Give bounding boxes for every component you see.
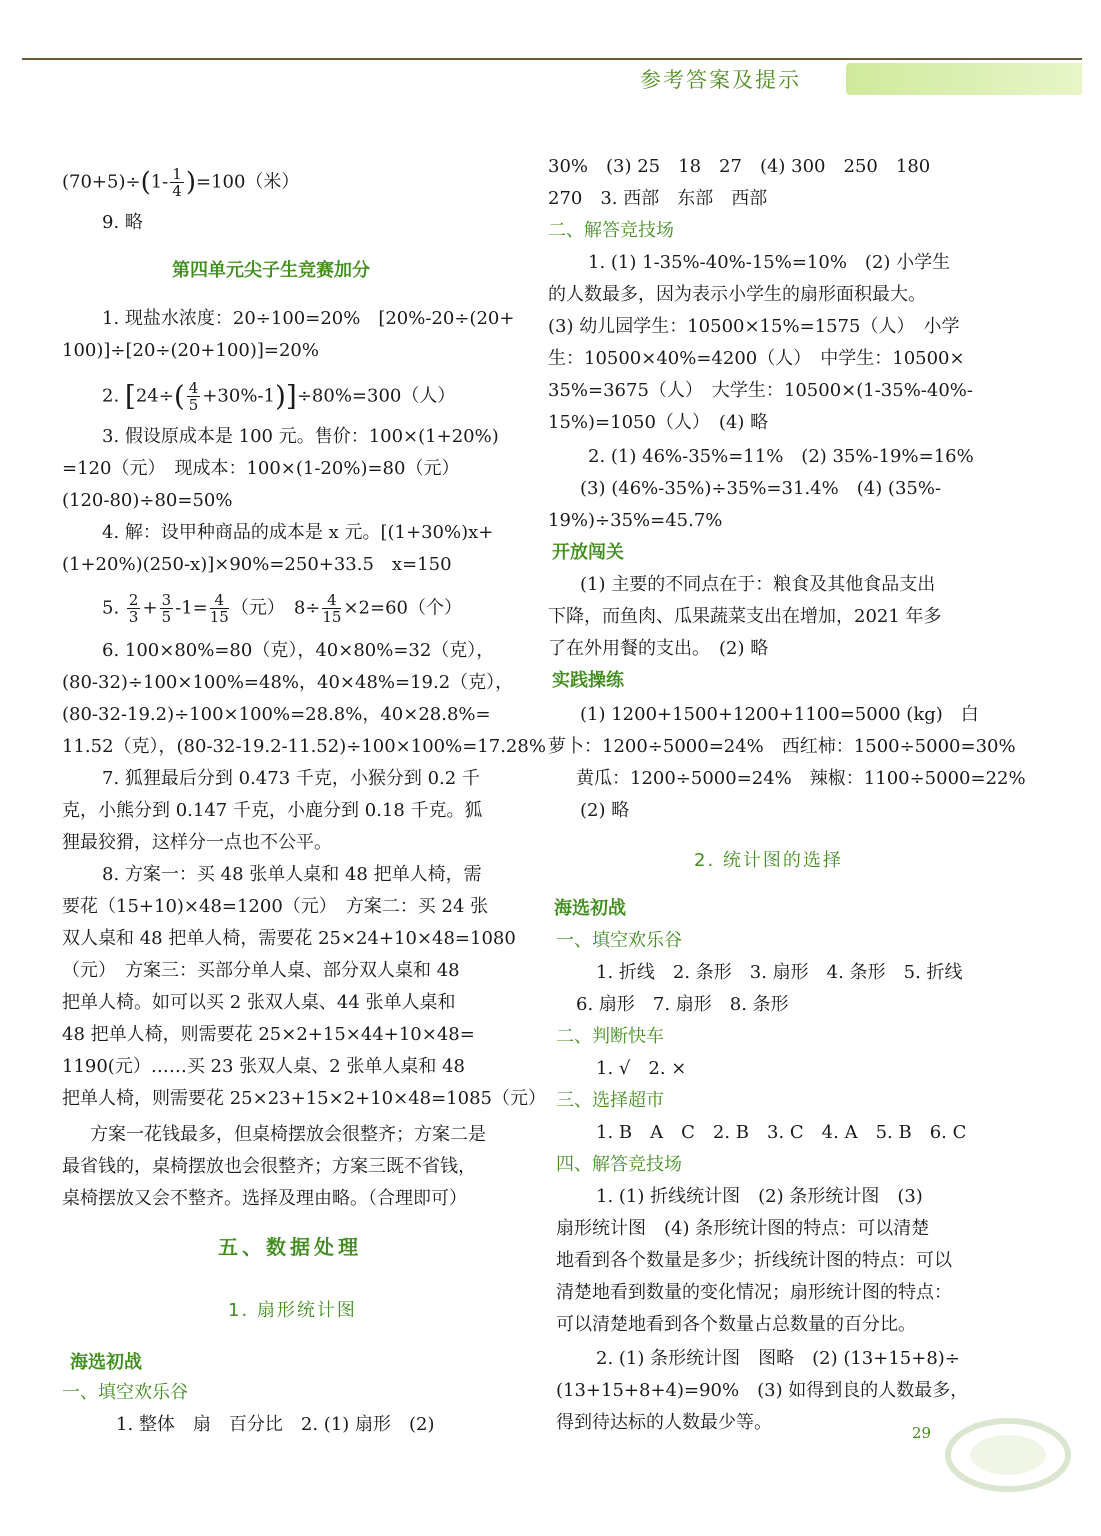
right-line-25: 1. 折线 2. 条形 3. 扇形 4. 条形 5. 折线 xyxy=(596,962,963,983)
q6-line-d: 11.52（克），(80-32-19.2-11.52)÷100×100%=17.28% xyxy=(62,736,546,757)
q8-line-c: 双人桌和 48 把单人椅，需要花 25×24+10×48=1080 xyxy=(62,928,516,949)
header-tab xyxy=(846,63,1082,95)
right-line-2: 270 3. 西部 东部 西部 xyxy=(548,188,768,209)
q8-line-d: （元） 方案三：买部分单人桌、部分双人桌和 48 xyxy=(62,960,460,981)
q1-line-b: 100)]÷[20÷(20+100)]=20% xyxy=(62,340,319,361)
watermark-logo-icon xyxy=(930,1405,1085,1515)
q8-line-j: 最省钱的，桌椅摆放也会很整齐；方案三既不省钱， xyxy=(62,1156,476,1177)
fraction-4-15-a: $\frac{4}{15}$ xyxy=(209,591,229,626)
left-line-1: (70+5)÷(1- $\frac{1}{4}$ )=100（米） xyxy=(62,165,300,200)
right-line-7: 生：10500×40%=4200（人） 中学生：10500× xyxy=(548,348,965,369)
q6-line-c: (80-32-19.2)÷100×100%=28.8%，40×28.8%= xyxy=(62,704,491,725)
fraction-1-4: $\frac{1}{4}$ xyxy=(172,165,182,200)
right-line-6: (3) 幼儿园学生：10500×15%=1575（人） 小学 xyxy=(548,316,960,337)
right-panduan-heading: 二、判断快车 xyxy=(556,1026,664,1047)
top-rule xyxy=(22,58,1082,60)
right-line-35: 清楚地看到数量的变化情况；扇形统计图的特点： xyxy=(556,1282,952,1303)
right-line-33: 扇形统计图 (4) 条形统计图的特点：可以清楚 xyxy=(556,1218,930,1239)
q8-line-i: 方案一花钱最多，但桌椅摆放会很整齐；方案二是 xyxy=(90,1124,486,1145)
header-title: 参考答案及提示 xyxy=(640,68,801,92)
q8-line-f: 48 把单人椅，则需要花 25×2+15×44+10×48= xyxy=(62,1024,475,1045)
q3-line-c: (120-80)÷80=50% xyxy=(62,490,233,511)
q8-line-h: 把单人椅，则需要花 25×23+15×2+10×48=1085（元） xyxy=(62,1088,546,1109)
right-tiankong-heading: 一、填空欢乐谷 xyxy=(556,930,682,951)
right-line-18: (1) 1200+1500+1200+1100=5000 (kg) 白 xyxy=(580,704,979,725)
q8-line-b: 要花（15+10)×48=1200（元） 方案二：买 24 张 xyxy=(62,896,489,917)
left-tiankong-line-1: 1. 整体 扇 百分比 2. (1) 扇形 (2) xyxy=(116,1414,435,1435)
fraction-2-3: $\frac{2}{3}$ xyxy=(128,591,139,626)
right-line-15: 下降，而鱼肉、瓜果蔬菜支出在增加，2021 年多 xyxy=(548,606,942,627)
right-line-34: 地看到各个数量是多少；折线统计图的特点：可以 xyxy=(556,1250,952,1271)
right-line-16: 了在外用餐的支出。 (2) 略 xyxy=(548,638,769,659)
right-jieda2-heading: 四、解答竞技场 xyxy=(556,1154,682,1175)
right-line-30: 1. B A C 2. B 3. C 4. A 5. B 6. C xyxy=(596,1122,967,1143)
q8-line-g: 1190(元）……买 23 张双人桌、2 张单人桌和 48 xyxy=(62,1056,465,1077)
right-line-32: 1. (1) 折线统计图 (2) 条形统计图 (3) xyxy=(596,1186,923,1207)
unit4-heading: 第四单元尖子生竞赛加分 xyxy=(172,260,370,281)
right-line-26: 6. 扇形 7. 扇形 8. 条形 xyxy=(576,994,789,1015)
fraction-3-5: $\frac{3}{5}$ xyxy=(161,591,172,626)
shijian-heading: 实践操练 xyxy=(552,670,624,691)
right-line-19: 萝卜：1200÷5000=24% 西红柿：1500÷5000=30% xyxy=(548,736,1016,757)
section-5-title: 五、数据处理 xyxy=(218,1235,362,1259)
q3-line-b: =120（元） 现成本：100×(1-20%)=80（元） xyxy=(62,458,460,479)
left-tiankong-heading: 一、填空欢乐谷 xyxy=(62,1382,188,1403)
right-line-37: 2. (1) 条形统计图 图略 (2) (13+15+8)÷ xyxy=(596,1348,960,1369)
right-jieda-heading: 二、解答竞技场 xyxy=(548,220,674,241)
right-line-21: (2) 略 xyxy=(580,800,630,821)
fraction-4-5: $\frac{4}{5}$ xyxy=(188,379,199,414)
fraction-4-15-b: $\frac{4}{15}$ xyxy=(322,591,342,626)
right-line-8: 35%=3675（人） 大学生：10500×(1-35%-40%- xyxy=(548,380,973,401)
q4-line-b: (1+20%)(250-x)]×90%=250+33.5 x=150 xyxy=(62,554,452,575)
right-xuanze-heading: 三、选择超市 xyxy=(556,1090,664,1111)
right-line-9: 15%)=1050（人） (4) 略 xyxy=(548,412,769,433)
right-line-10: 2. (1) 46%-35%=11% (2) 35%-19%=16% xyxy=(588,446,974,467)
right-line-5: 的人数最多，因为表示小学生的扇形面积最大。 xyxy=(548,284,926,305)
q6-line-b: (80-32)÷100×100%=48%，40×48%=19.2（克）， xyxy=(62,672,514,693)
kaifang-heading: 开放闯关 xyxy=(552,542,624,563)
right-haixuan-heading: 海选初战 xyxy=(554,898,626,919)
subsection-2-title: 2. 统计图的选择 xyxy=(694,850,843,871)
right-line-39: 得到待达标的人数最少等。 xyxy=(556,1412,772,1433)
right-line-11: (3) (46%-35%)÷35%=31.4% (4) (35%- xyxy=(580,478,942,499)
q4-line-a: 4. 解：设甲种商品的成本是 x 元。[(1+30%)x+ xyxy=(102,522,494,543)
q7-line-a: 7. 狐狸最后分到 0.473 千克，小猴分到 0.2 千 xyxy=(102,768,480,789)
q8-line-e: 把单人椅。如可以买 2 张双人桌、44 张单人桌和 xyxy=(62,992,456,1013)
subsection-1-title: 1. 扇形统计图 xyxy=(228,1300,357,1321)
page-number: 29 xyxy=(912,1424,932,1442)
q3-line-a: 3. 假设原成本是 100 元。售价：100×(1+20%) xyxy=(102,426,499,447)
q6-line-a: 6. 100×80%=80（克），40×80%=32（克）， xyxy=(102,640,495,661)
right-line-4: 1. (1) 1-35%-40%-15%=10% (2) 小学生 xyxy=(588,252,951,273)
q8-line-k: 桌椅摆放又会不整齐。选择及理由略。（合理即可） xyxy=(62,1188,467,1209)
q2-line: 2. [24÷( $\frac{4}{5}$ +30%-1)]÷80%=300（人） xyxy=(102,379,456,414)
q8-line-a: 8. 方案一：买 48 张单人桌和 48 把单人椅，需 xyxy=(102,864,482,885)
left-line-2: 9. 略 xyxy=(102,212,143,233)
right-line-28: 1. √ 2. × xyxy=(596,1058,687,1079)
right-line-38: (13+15+8+4)=90% (3) 如得到良的人数最多， xyxy=(556,1380,969,1401)
q5-line: 5. $\frac{2}{3}$ + $\frac{3}{5}$ -1= $\frac{4}{15}$ （元） 8÷ $\frac{4}{15}$ ×2=60（个） xyxy=(102,591,462,626)
right-line-36: 可以清楚地看到各个数量占总数量的百分比。 xyxy=(556,1314,916,1335)
left-haixuan-heading: 海选初战 xyxy=(70,1352,142,1373)
q7-line-c: 狸最狡猾，这样分一点也不公平。 xyxy=(62,832,332,853)
q7-line-b: 克，小熊分到 0.147 千克，小鹿分到 0.18 千克。狐 xyxy=(62,800,483,821)
right-line-20: 黄瓜：1200÷5000=24% 辣椒：1100÷5000=22% xyxy=(576,768,1026,789)
right-line-1: 30% (3) 25 18 27 (4) 300 250 180 xyxy=(548,156,931,177)
right-line-12: 19%)÷35%=45.7% xyxy=(548,510,723,531)
right-line-14: (1) 主要的不同点在于：粮食及其他食品支出 xyxy=(580,574,936,595)
q1-line-a: 1. 现盐水浓度：20÷100=20% [20%-20÷(20+ xyxy=(102,308,515,329)
